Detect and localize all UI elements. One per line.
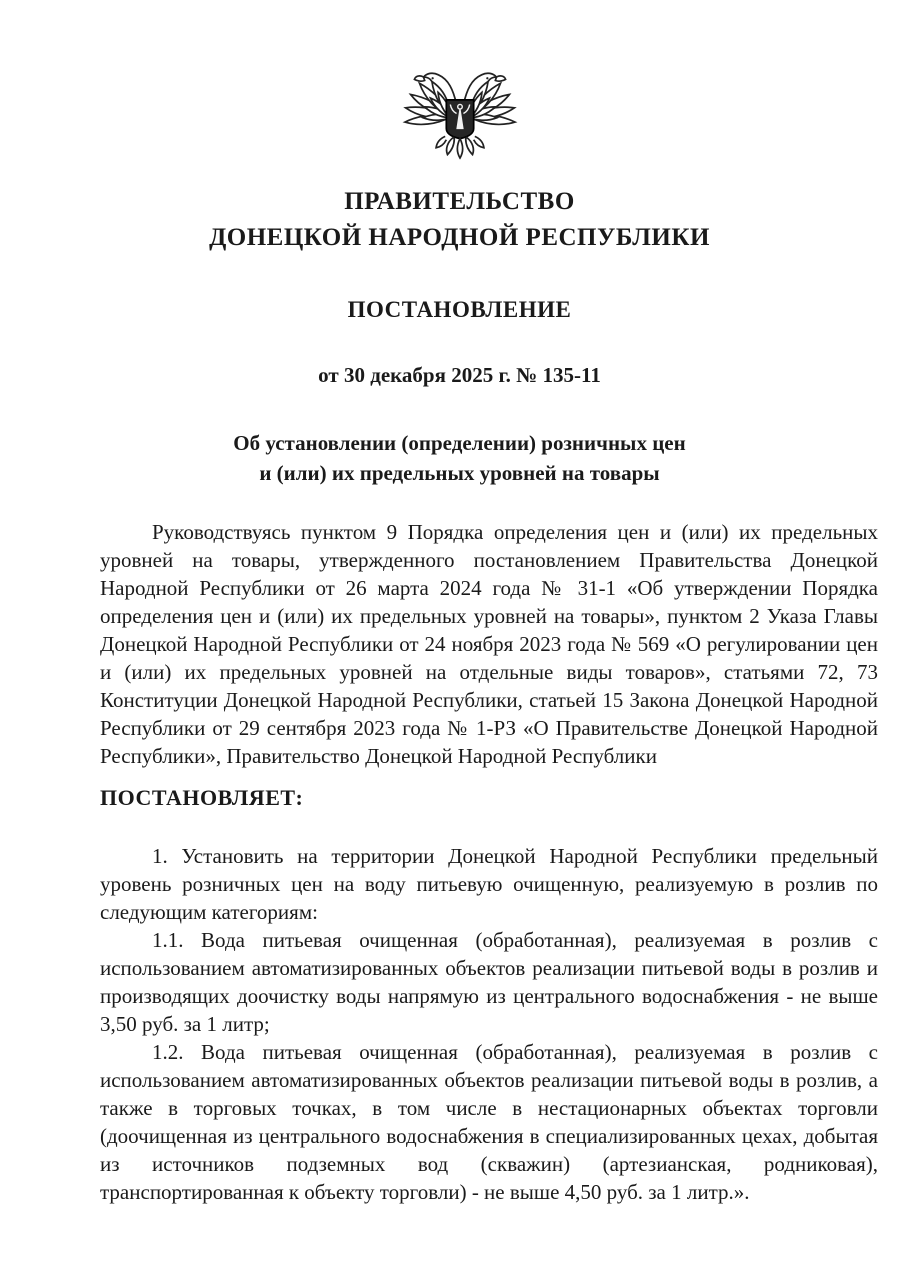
eagle-shield [446, 100, 473, 139]
coat-of-arms-icon [397, 52, 523, 166]
document-title-line1: Об установлении (определении) розничных цен [233, 431, 686, 455]
document-title-line2: и (или) их предельных уровней на товары [259, 461, 660, 485]
eagle-tail [436, 136, 484, 158]
item-paragraph-1: 1. Установить на территории Донецкой Народной Республики предельный уровень розничных цен на воду питьевую очищенную, реализуемую в розлив по следующим категориям: [100, 844, 878, 924]
org-name [0, 184, 919, 256]
document-type-heading: ПОСТАНОВЛЕНИЕ [347, 297, 572, 322]
item-paragraph-1-1: 1.1. Вода питьевая очищенная (обработанная), реализуемая в розлив с использованием автоматизированных объектов реализации питьевой воды в розлив и производящих доочистку воды напрямую из центрального водоснабжения - не выше 3,50 руб. за 1 литр; [100, 928, 878, 1036]
item-paragraph-1-2: 1.2. Вода питьевая очищенная (обработанная), реализуемая в розлив с использованием автоматизированных объектов реализации питьевой воды в розлив, а также в торговых точках, в том числе в нестационарных объектах торговли (доочищенная из центрального водоснабжения в специализированных цехах, добытая из источников подземных вод (скважин) (артезианская, родниковая), транспортированная к объекту торговли) - не выше 4,50 руб. за 1 литр.». [100, 1040, 878, 1204]
document-title [0, 428, 919, 488]
preamble-paragraph: Руководствуясь пунктом 9 Порядка определения цен и (или) их предельных уровней на товары, утвержденного постановлением Правительства Донецкой Народной Республики от 26 марта 2024 года № 31-1 «Об утверждении Порядка определения цен и (или) их предельных уровней на товары», пунктом 2 Указа Главы Донецкой Народной Республики от 24 ноября 2023 года № 569 «О регулировании цен и (или) их предельных уровней на отдельные виды товаров», статьями 72, 73 Конституции Донецкой Народной Республики, статьей 15 Закона Донецкой Народной Республики от 29 сентября 2023 года № 1-РЗ «О Правительстве Донецкой Народной Республики», Правительство Донецкой Народной Республики [100, 520, 878, 768]
document-body [100, 518, 878, 1206]
resolves-label: ПОСТАНОВЛЯЕТ: [100, 785, 304, 810]
org-name-line1: ПРАВИТЕЛЬСТВО [344, 188, 575, 215]
org-name-line2: ДОНЕЦКОЙ НАРОДНОЙ РЕСПУБЛИКИ [209, 224, 710, 251]
document-date-number: от 30 декабря 2025 г. № 135-11 [318, 363, 601, 387]
